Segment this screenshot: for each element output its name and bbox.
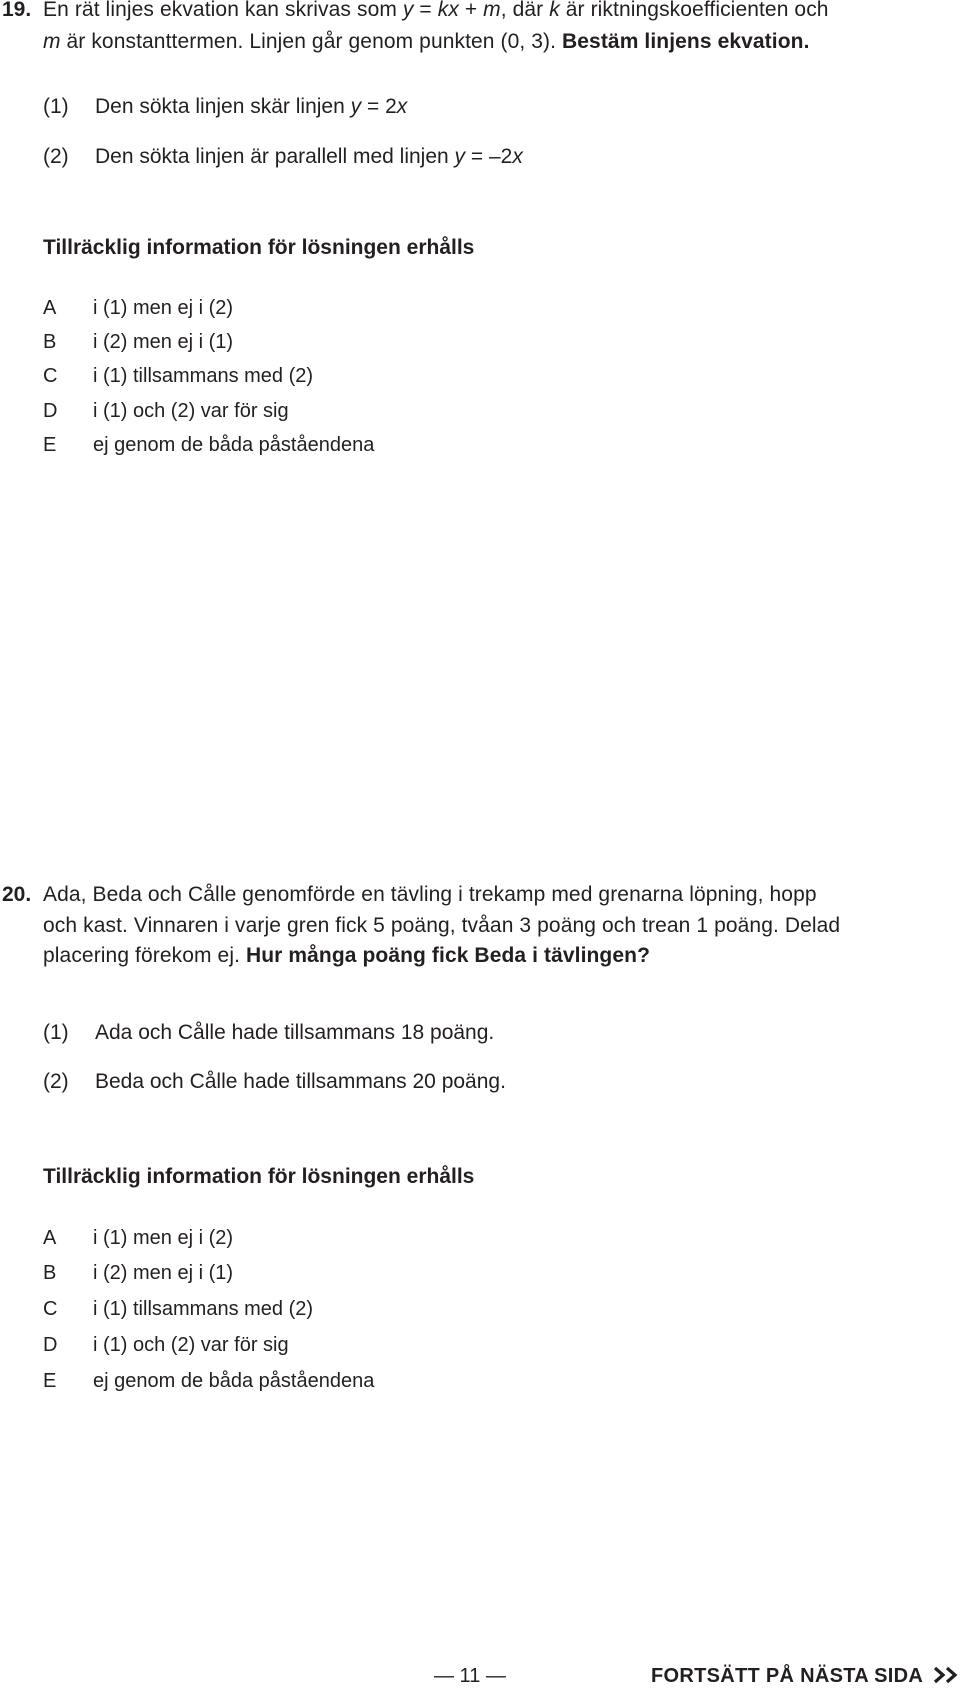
question-20-prompt: Hur många poäng fick Beda i tävlingen? (245, 944, 650, 967)
option-text: i (1) och (2) var för sig (93, 1334, 289, 1356)
option-letter: E (43, 1370, 57, 1392)
question-number-19: 19. (2, 0, 32, 21)
option-text: i (1) men ej i (2) (93, 1227, 234, 1249)
option-text: i (2) men ej i (1) (93, 1262, 234, 1284)
statement-text: Beda och Cålle hade tillsammans 20 poäng. (95, 1070, 506, 1093)
option-text: ej genom de båda påståendena (93, 1370, 375, 1392)
option-text: ej genom de båda påståendena (93, 434, 375, 456)
option-letter: A (43, 297, 57, 319)
question-20-text-line-1: Ada, Beda och Cålle genomförde en tävling i trekamp med grenarna löpning, hopp (43, 883, 817, 906)
continue-label: FORTSÄTT PÅ NÄSTA SIDA (651, 1665, 923, 1687)
question-19-prompt: Bestäm linjens ekvation. (562, 30, 810, 53)
statement-tag: (1) (43, 95, 69, 118)
option-letter: B (43, 331, 57, 353)
statement-text: Den sökta linjen skär linjen y = 2x (95, 95, 408, 118)
question-20-text-line-2: och kast. Vinnaren i varje gren fick 5 poäng, tvåan 3 poäng och trean 1 poäng. Delad (43, 914, 841, 937)
option-text: i (1) och (2) var för sig (93, 400, 289, 422)
option-letter: A (43, 1227, 57, 1249)
option-letter: D (43, 1334, 58, 1356)
option-text: i (1) men ej i (2) (93, 297, 234, 319)
continue-next-page (651, 1665, 960, 1688)
question-number-20: 20. (2, 883, 32, 906)
q20-sufficiency-heading: Tillräcklig information för lösningen erhålls (43, 1165, 475, 1188)
double-chevron-right-icon (932, 1666, 960, 1684)
option-letter: B (43, 1262, 57, 1284)
question-19-text-line-2: m är konstanttermen. Linjen går genom punkten (0, 3). Bestäm linjens ekvation. (43, 30, 810, 53)
option-letter: C (43, 1298, 58, 1320)
option-letter: D (43, 400, 58, 422)
question-20-text-plain: placering förekom ej. (43, 944, 246, 967)
option-letter: E (43, 434, 57, 456)
option-text: i (1) tillsammans med (2) (93, 1298, 314, 1320)
option-text: i (2) men ej i (1) (93, 331, 234, 353)
statement-tag: (2) (43, 145, 69, 168)
page-number: — 11 — (434, 1665, 506, 1687)
question-19-text-line-1: En rät linjes ekvation kan skrivas som y = kx + m, där k är riktningskoefficienten och (43, 0, 829, 21)
option-text: i (1) tillsammans med (2) (93, 365, 314, 387)
question-20-text-line-3 (43, 944, 650, 968)
statement-text: Den sökta linjen är parallell med linjen y = –2x (95, 145, 523, 168)
option-letter: C (43, 365, 58, 387)
statement-tag: (1) (43, 1021, 69, 1044)
statement-tag: (2) (43, 1070, 69, 1093)
statement-text: Ada och Cålle hade tillsammans 18 poäng. (95, 1021, 495, 1044)
q19-sufficiency-heading: Tillräcklig information för lösningen erhålls (43, 236, 475, 259)
